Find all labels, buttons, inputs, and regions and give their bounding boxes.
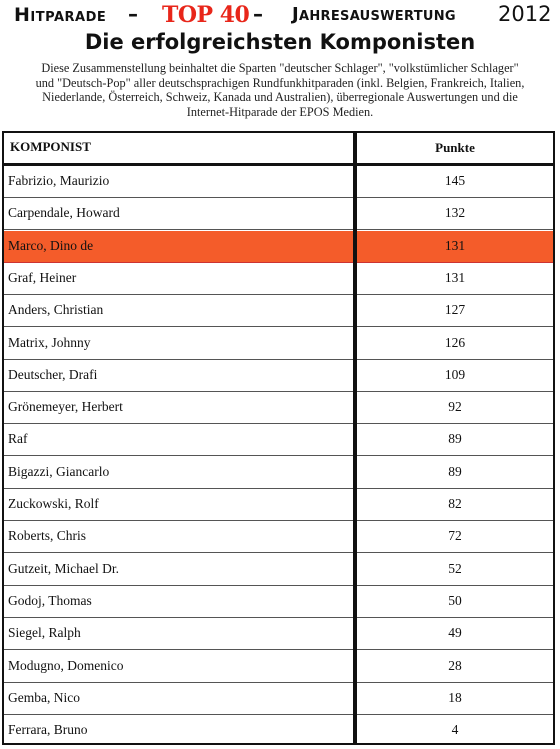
table-row [4,618,553,650]
column-header-punkte: Punkte [435,140,475,155]
table-row [4,457,553,489]
title-dash-left: – [128,2,138,26]
points-value: 131 [444,237,466,253]
points-value: 52 [448,560,462,576]
description-line: Internet-Hitparade der EPOS Medien. [186,104,374,119]
description-line: und "Deutsch-Pop" aller deutschsprachigen Rundfunkhitparaden (inkl. Belgien, Frankreich, Italien, [35,75,525,90]
table-row [4,683,553,715]
table-row [4,586,553,618]
points-value: 89 [448,431,462,447]
title-bar [0,2,560,30]
table-row [4,424,553,456]
column-divider [353,133,357,743]
page-subtitle: Die erfolgreichsten Komponisten [84,30,476,54]
composer-name: Grönemeyer, Herbert [8,399,123,415]
table-row [4,328,553,360]
composer-name: Gutzeit, Michael Dr. [8,560,119,576]
points-value: 72 [448,528,462,544]
points-value: 4 [451,722,459,738]
points-value: 92 [448,399,462,415]
composer-name: Anders, Christian [8,302,104,318]
composer-name: Siegel, Ralph [8,625,81,641]
table-row [4,166,553,198]
column-header-komponist: KOMPONIST [10,139,91,154]
title-hitparade: Hitparade [14,4,107,26]
points-value: 89 [448,463,462,479]
composer-name: Deutscher, Drafi [8,366,98,382]
table-row [4,295,553,327]
points-value: 50 [448,592,462,608]
table-row [4,231,553,263]
composer-name: Ferrara, Bruno [8,722,88,738]
points-value: 82 [448,496,462,511]
composer-name: Carpendale, Howard [8,205,120,221]
table-row [4,521,553,553]
points-value: 109 [444,366,466,382]
table-row [4,554,553,586]
composer-name: Bigazzi, Giancarlo [8,463,110,479]
points-value: 126 [444,334,466,350]
description-line: Niederlande, Österreich, Schweiz, Kanada und Australien), überregionale Auswertungen und die [42,90,518,104]
table-row [4,392,553,424]
title-jahresauswertung: Jahresauswertung [292,4,456,25]
table-row [4,360,553,392]
points-value: 127 [444,302,466,318]
points-value: 28 [448,657,462,673]
title-year: 2012 [498,2,552,26]
table-row [4,198,553,230]
ranking-table [2,131,555,745]
points-value: 131 [444,269,466,285]
description-line: Diese Zusammenstellung beinhaltet die Sparten "deutscher Schlager", "volkstümlicher Schlager" [41,61,519,75]
table-row [4,489,553,521]
table-row [4,651,553,683]
points-value: 132 [444,205,466,221]
composer-name: Modugno, Domenico [8,657,124,673]
points-value: 49 [448,625,462,641]
composer-name: Roberts, Chris [8,528,87,544]
composer-name: Marco, Dino de [8,237,94,253]
composer-name: Zuckowski, Rolf [8,496,99,511]
title-dash-right: – [253,2,263,26]
composer-name: Gemba, Nico [8,689,80,705]
points-value: 145 [444,173,466,188]
composer-name: Matrix, Johnny [8,334,91,350]
title-top40: TOP 40 [162,2,250,28]
description [8,61,552,119]
composer-name: Graf, Heiner [8,269,77,285]
composer-name: Fabrizio, Maurizio [8,173,110,188]
table-row [4,263,553,295]
points-value: 18 [448,689,462,705]
composer-name: Godoj, Thomas [8,592,92,608]
composer-name: Raf [8,431,28,447]
table-row [4,715,553,747]
